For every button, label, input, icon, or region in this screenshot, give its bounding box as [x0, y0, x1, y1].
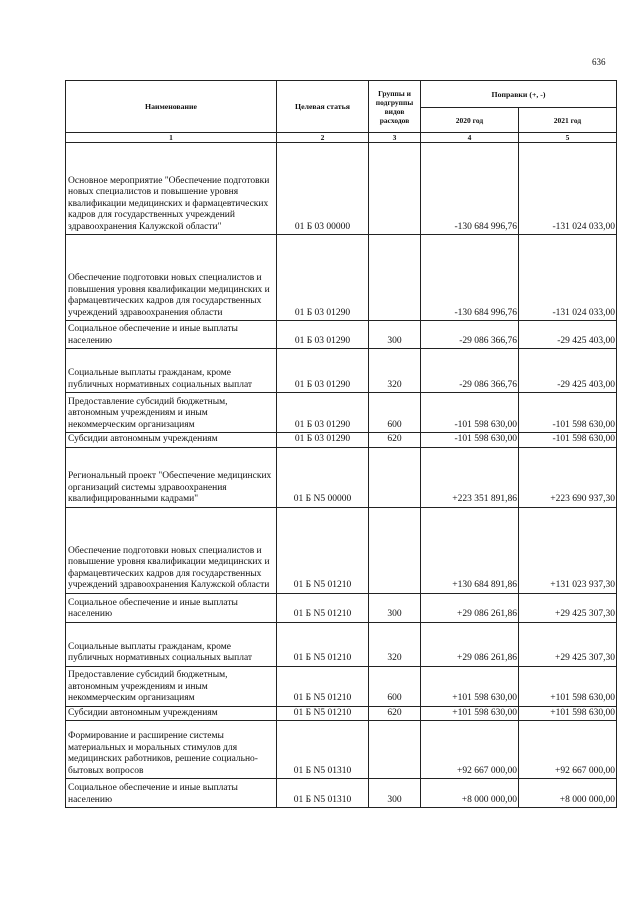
row-code: 01 Б N5 01210 [277, 706, 369, 721]
row-group [369, 447, 421, 507]
row-amount-2021: +101 598 630,00 [519, 666, 617, 706]
header-target: Целевая статья [277, 81, 369, 133]
table-row [66, 143, 617, 235]
table-row [66, 447, 617, 507]
row-amount-2021: -29 425 403,00 [519, 349, 617, 393]
row-name: Социальное обеспечение и иные выплаты населению [66, 779, 277, 808]
row-amount-2020: -29 086 366,76 [421, 349, 519, 393]
header-groups: Группы и подгруппы видов расходов [369, 81, 421, 133]
header-year-2020: 2020 год [421, 108, 519, 133]
row-amount-2020: +101 598 630,00 [421, 666, 519, 706]
row-name: Основное мероприятие "Обеспечение подготовки новых специалистов и повышение уровня квалификации медицинских и фармацевтических кадров для государственных учреждений здравоохранения Калужской области" [66, 143, 277, 235]
col-number: 5 [519, 133, 617, 143]
row-amount-2020: +223 351 891,86 [421, 447, 519, 507]
row-code: 01 Б 03 01290 [277, 321, 369, 349]
header-year-2021: 2021 год [519, 108, 617, 133]
table-row [66, 393, 617, 433]
row-code: 01 Б N5 01210 [277, 507, 369, 593]
row-amount-2020: -101 598 630,00 [421, 433, 519, 448]
row-name: Субсидии автономным учреждениям [66, 433, 277, 448]
row-code: 01 Б 03 01290 [277, 433, 369, 448]
row-group [369, 235, 421, 321]
table-row [66, 666, 617, 706]
row-amount-2021: -131 024 033,00 [519, 235, 617, 321]
table-row [66, 507, 617, 593]
row-amount-2021: -101 598 630,00 [519, 433, 617, 448]
row-amount-2020: +130 684 891,86 [421, 507, 519, 593]
row-group: 600 [369, 393, 421, 433]
row-name: Формирование и расширение системы материальных и моральных стимулов для медицинских работников, решение социально-бытовых вопросов [66, 721, 277, 779]
row-amount-2020: -130 684 996,76 [421, 235, 519, 321]
col-number: 3 [369, 133, 421, 143]
row-amount-2020: +29 086 261,86 [421, 593, 519, 622]
row-amount-2020: +8 000 000,00 [421, 779, 519, 808]
row-amount-2021: +29 425 307,30 [519, 593, 617, 622]
table-row [66, 593, 617, 622]
row-group: 600 [369, 666, 421, 706]
row-name: Субсидии автономным учреждениям [66, 706, 277, 721]
row-group: 320 [369, 622, 421, 666]
row-group [369, 507, 421, 593]
col-number: 2 [277, 133, 369, 143]
row-amount-2020: +101 598 630,00 [421, 706, 519, 721]
row-code: 01 Б 03 01290 [277, 235, 369, 321]
col-number: 4 [421, 133, 519, 143]
row-code: 01 Б 03 00000 [277, 143, 369, 235]
row-amount-2021: +131 023 937,30 [519, 507, 617, 593]
row-amount-2021: +8 000 000,00 [519, 779, 617, 808]
header-name: Наименование [66, 81, 277, 133]
row-group: 300 [369, 321, 421, 349]
row-name: Региональный проект "Обеспечение медицинских организаций системы здравоохранения квалифицированными кадрами" [66, 447, 277, 507]
row-group: 300 [369, 593, 421, 622]
table-row [66, 321, 617, 349]
row-amount-2021: +101 598 630,00 [519, 706, 617, 721]
row-amount-2020: -130 684 996,76 [421, 143, 519, 235]
row-name: Обеспечение подготовки новых специалистов и повышения уровня квалификации медицинских и фармацевтических кадров для государственных учреждений здравоохранения области [66, 235, 277, 321]
row-code: 01 Б 03 01290 [277, 393, 369, 433]
table-row [66, 721, 617, 779]
row-amount-2021: -101 598 630,00 [519, 393, 617, 433]
row-code: 01 Б N5 01210 [277, 593, 369, 622]
header-amendments: Поправки (+, -) [421, 81, 617, 108]
row-amount-2021: +29 425 307,30 [519, 622, 617, 666]
row-amount-2020: -29 086 366,76 [421, 321, 519, 349]
col-number: 1 [66, 133, 277, 143]
row-group: 620 [369, 433, 421, 448]
row-code: 01 Б N5 01310 [277, 721, 369, 779]
row-amount-2020: -101 598 630,00 [421, 393, 519, 433]
row-amount-2020: +29 086 261,86 [421, 622, 519, 666]
row-group: 620 [369, 706, 421, 721]
row-amount-2020: +92 667 000,00 [421, 721, 519, 779]
row-code: 01 Б N5 00000 [277, 447, 369, 507]
table-row [66, 235, 617, 321]
row-group [369, 143, 421, 235]
table-row [66, 622, 617, 666]
row-group: 300 [369, 779, 421, 808]
row-code: 01 Б N5 01210 [277, 622, 369, 666]
page-number: 636 [592, 57, 606, 67]
row-name: Предоставление субсидий бюджетным, автономным учреждениям и иным некоммерческим организациям [66, 666, 277, 706]
row-group [369, 721, 421, 779]
table-row [66, 349, 617, 393]
table-row [66, 433, 617, 448]
row-name: Предоставление субсидий бюджетным, автономным учреждениям и иным некоммерческим организациям [66, 393, 277, 433]
row-amount-2021: +223 690 937,30 [519, 447, 617, 507]
row-name: Социальное обеспечение и иные выплаты населению [66, 593, 277, 622]
row-name: Социальные выплаты гражданам, кроме публичных нормативных социальных выплат [66, 622, 277, 666]
row-name: Социальное обеспечение и иные выплаты населению [66, 321, 277, 349]
row-name: Обеспечение подготовки новых специалистов и повышение уровня квалификации медицинских и фармацевтических кадров для государственных учреждений здравоохранения Калужской области [66, 507, 277, 593]
row-code: 01 Б 03 01290 [277, 349, 369, 393]
table-row [66, 706, 617, 721]
row-amount-2021: -29 425 403,00 [519, 321, 617, 349]
row-code: 01 Б N5 01210 [277, 666, 369, 706]
row-code: 01 Б N5 01310 [277, 779, 369, 808]
table-row [66, 779, 617, 808]
amendments-table [65, 80, 617, 808]
row-name: Социальные выплаты гражданам, кроме публичных нормативных социальных выплат [66, 349, 277, 393]
row-amount-2021: -131 024 033,00 [519, 143, 617, 235]
row-group: 320 [369, 349, 421, 393]
row-amount-2021: +92 667 000,00 [519, 721, 617, 779]
